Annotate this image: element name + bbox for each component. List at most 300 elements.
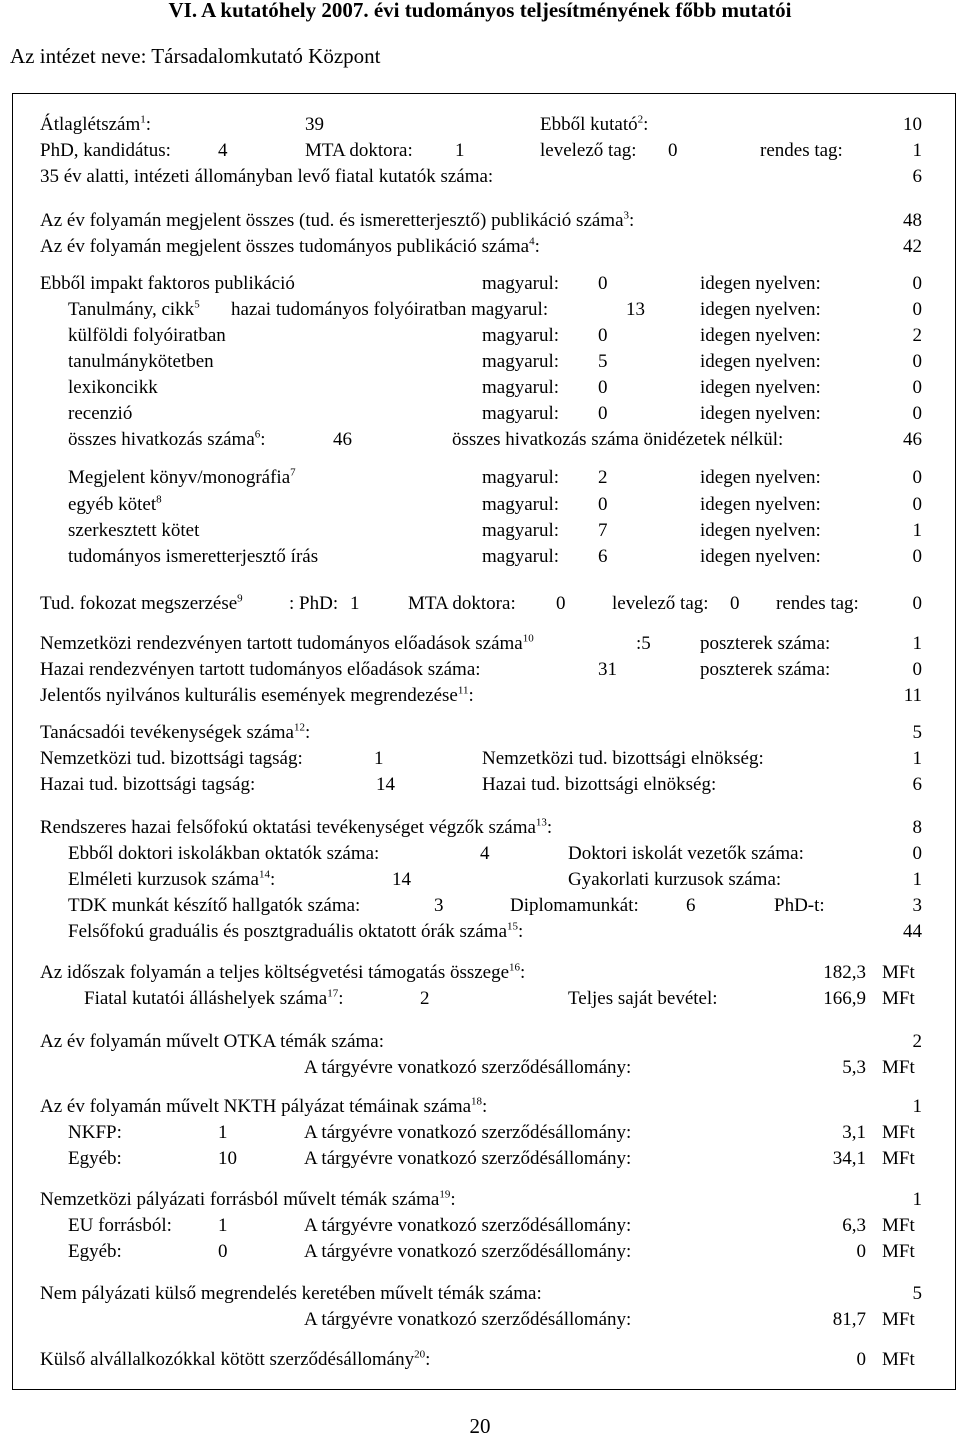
teaching-tdk-label	[68, 895, 360, 917]
intl-grants-eu-text: 1	[218, 1215, 228, 1236]
teaching-theory-label: Elméleti kurzusok száma$^{14}$:	[68, 868, 276, 890]
otka-contract-label	[304, 1122, 631, 1144]
budget-young-label: Fiatal kutatói álláshelyek száma$^{17}$:	[84, 987, 344, 1009]
degrees-mta	[556, 593, 566, 615]
publications-foreign-label-text: idegen nyelven:	[700, 299, 821, 320]
budget-own-label	[568, 988, 718, 1010]
publications-lexicon-label-text: lexikoncikk	[68, 377, 158, 398]
footnote-marker: 19	[439, 1188, 451, 1201]
publications-lexicon-foreign	[913, 377, 923, 399]
budget-own-label-text: Teljes saját bevétel:	[568, 988, 718, 1009]
teaching-theory	[392, 869, 411, 891]
events-intl-poster-text: 1	[912, 633, 922, 654]
advisory-intl-member-text: 1	[374, 748, 384, 769]
publications-study-hu	[626, 299, 645, 321]
intl-grants-label: Nemzetközi pályázati forrásból művelt témák száma$^{19}$:	[40, 1188, 456, 1210]
teaching-hours-text: 44	[903, 921, 922, 942]
teaching-doctoral-label	[68, 843, 379, 865]
publications-other-hu	[598, 494, 608, 516]
publications-book-hu	[598, 467, 608, 489]
budget-unit-text: MFt	[882, 1148, 915, 1169]
events-home-poster-label	[700, 659, 830, 681]
publications-foreign-label-text: idegen nyelven:	[700, 273, 821, 294]
publications-total-value-text: 48	[903, 210, 922, 231]
degrees-phd-label	[289, 593, 338, 615]
publications-lexicon-hu-text: 0	[598, 377, 608, 398]
nkth-nkfp-label-text: NKFP:	[68, 1122, 122, 1143]
publications-foreign-label-text: idegen nyelven:	[700, 351, 821, 372]
staff-mta-doc-label	[305, 140, 413, 162]
otka-contract-text: 5,3	[842, 1057, 866, 1078]
nkth-nkfp-contract-text: 3,1	[842, 1122, 866, 1143]
advisory-home-member	[376, 774, 395, 796]
page-number: 20	[469, 1414, 491, 1438]
budget-own-text: 166,9	[823, 988, 866, 1009]
publications-hu-label-text: magyarul:	[482, 520, 560, 541]
budget-unit-text: MFt	[882, 1122, 915, 1143]
events-intl-value-text: :5	[636, 633, 651, 654]
intl-grants-eu-contract	[842, 1215, 866, 1237]
publications-foreign-label	[700, 325, 821, 347]
publications-abroad-label-text: külföldi folyóiratban	[68, 325, 226, 346]
institute-name: Az intézet neve: Társadalomkutató Központ	[10, 44, 381, 68]
budget-unit-text: MFt	[882, 1241, 915, 1262]
events-intl-poster	[913, 633, 923, 655]
publications-impact-foreign	[913, 273, 923, 295]
publications-foreign-label	[700, 351, 821, 373]
teaching-diploma-text: 6	[686, 895, 696, 916]
publications-hu-label-text: magyarul:	[482, 377, 560, 398]
publications-foreign-label-text: idegen nyelven:	[700, 546, 821, 567]
budget-young	[420, 988, 430, 1010]
teaching-diploma-label	[510, 895, 639, 917]
staff-researcher-value	[903, 114, 922, 136]
footnote-marker: 13	[535, 816, 547, 829]
publications-study-foreign	[913, 299, 923, 321]
staff-phd-label	[40, 140, 171, 162]
otka-contract-label-text: A tárgyévre vonatkozó szerződésállomány:	[304, 1309, 632, 1330]
intl-grants-value-text: 1	[912, 1189, 922, 1210]
staff-full-label	[760, 140, 843, 162]
staff-young-label	[40, 166, 493, 188]
staff-researcher-label-text: Ebből kutató	[540, 114, 638, 135]
publications-other-label	[68, 494, 162, 516]
footnote-marker: 17	[327, 987, 339, 1000]
nkth-other-label	[68, 1148, 122, 1170]
advisory-home-chair-text: 6	[912, 774, 922, 795]
publications-cit-label-text: összes hivatkozás száma	[68, 429, 255, 450]
degrees-corr-label	[612, 593, 709, 615]
degrees-full	[913, 593, 923, 615]
degrees-corr	[730, 593, 740, 615]
subcontract-label-text: Külső alvállalkozókkal kötött szerződésállomány	[40, 1349, 415, 1370]
publications-edited-hu	[598, 520, 608, 542]
publications-foreign-label-text: idegen nyelven:	[700, 325, 821, 346]
budget-unit-text: MFt	[882, 1057, 915, 1078]
publications-edited-foreign-text: 1	[912, 520, 922, 541]
teaching-doctoral	[480, 843, 490, 865]
teaching-practice-text: 1	[912, 869, 922, 890]
publications-abroad-foreign-text: 2	[912, 325, 922, 346]
teaching-phd-label	[774, 895, 825, 917]
staff-corr-label	[540, 140, 637, 162]
publications-volume-label	[68, 351, 214, 373]
degrees-corr-label-text: levelező tag:	[612, 593, 709, 614]
non-grant-contract	[833, 1309, 866, 1331]
otka-contract-label-text: A tárgyévre vonatkozó szerződésállomány:	[304, 1122, 632, 1143]
events-intl-label	[40, 633, 534, 655]
non-grant-value	[913, 1283, 923, 1305]
advisory-value	[913, 722, 923, 744]
publications-volume-hu	[598, 351, 608, 373]
publications-hu-label	[482, 520, 559, 542]
staff-phd-label-text: PhD, kandidátus:	[40, 140, 171, 161]
staff-researcher-label: Ebből kutató$^2$:	[540, 113, 649, 135]
publications-hu-label	[482, 377, 559, 399]
nkth-other-contract	[833, 1148, 866, 1170]
events-home-label-text: Hazai rendezvényen tartott tudományos előadások száma:	[40, 659, 481, 680]
teaching-phd-text: 3	[912, 895, 922, 916]
publications-study-label-a	[68, 299, 200, 321]
degrees-phd-text: 1	[350, 593, 360, 614]
staff-phd-value-text: 4	[218, 140, 228, 161]
nkth-value	[913, 1096, 923, 1118]
degrees-full-label-text: rendes tag:	[776, 593, 859, 614]
publications-volume-hu-text: 5	[598, 351, 608, 372]
degrees-phd	[350, 593, 360, 615]
staff-avg-value-text: 39	[305, 114, 324, 135]
subcontract-value-text: 0	[856, 1349, 866, 1370]
publications-popular-foreign	[913, 546, 923, 568]
publications-volume-foreign	[913, 351, 923, 373]
footnote-marker: 7	[290, 466, 296, 479]
intl-grants-eu	[218, 1215, 228, 1237]
footnote-marker: 1	[140, 113, 146, 126]
advisory-intl-member	[374, 748, 384, 770]
publications-other-label-text: egyéb kötet	[68, 494, 157, 515]
publications-study-label-a-text: Tanulmány, cikk	[68, 299, 195, 320]
advisory-home-member-text: 14	[376, 774, 395, 795]
budget-unit-text: MFt	[882, 1349, 915, 1370]
publications-foreign-label-text: idegen nyelven:	[700, 403, 821, 424]
degrees-label-text: Tud. fokozat megszerzése	[40, 593, 238, 614]
teaching-practice-label	[568, 869, 781, 891]
publications-sci-label-text: Az év folyamán megjelent összes tudományos publikáció száma	[40, 236, 530, 257]
teaching-school-leader-label-text: Doktori iskolát vezetők száma:	[568, 843, 804, 864]
publications-foreign-label-text: idegen nyelven:	[700, 520, 821, 541]
staff-full-value-text: 1	[912, 140, 922, 161]
publications-impact-label	[40, 273, 295, 295]
otka-contract-label	[304, 1215, 631, 1237]
teaching-diploma-label-text: Diplomamunkát:	[510, 895, 639, 916]
budget-unit	[882, 962, 915, 984]
teaching-school-leader	[913, 843, 923, 865]
otka-contract-label	[304, 1309, 631, 1331]
page-title: VI. A kutatóhely 2007. évi tudományos teljesítményének főbb mutatói	[168, 0, 792, 22]
subcontract-value	[857, 1349, 867, 1371]
budget-total-label: Az időszak folyamán a teljes költségvetési támogatás összege$^{16}$:	[40, 961, 526, 983]
intl-grants-value	[913, 1189, 923, 1211]
nkth-other-contract-text: 34,1	[832, 1148, 866, 1169]
footnote-marker: 14	[259, 868, 270, 881]
staff-avg-value	[305, 114, 324, 136]
teaching-phd	[913, 895, 923, 917]
publications-foreign-label	[700, 299, 821, 321]
publications-cit-noself-label	[452, 429, 783, 451]
publications-foreign-label	[700, 377, 821, 399]
publications-cit-noself-value-text: 46	[903, 429, 922, 450]
footnote-marker: 10	[522, 632, 534, 645]
budget-unit-text: MFt	[882, 988, 915, 1009]
publications-book-label	[68, 467, 296, 489]
teaching-label: Rendszeres hazai felsőfokú oktatási tevékenységet végzők száma$^{13}$:	[40, 816, 553, 838]
footnote-marker: 3	[623, 209, 630, 222]
publications-edited-hu-text: 7	[598, 520, 608, 541]
publications-review-foreign-text: 0	[912, 403, 922, 424]
publications-volume-foreign-text: 0	[912, 351, 922, 372]
publications-hu-label-text: magyarul:	[482, 494, 560, 515]
publications-lexicon-foreign-text: 0	[912, 377, 922, 398]
publications-cit-label: összes hivatkozás száma$^6$:	[68, 428, 266, 450]
teaching-practice	[913, 869, 923, 891]
events-intl-poster-label	[700, 633, 830, 655]
publications-impact-label-text: Ebből impakt faktoros publikáció	[40, 273, 295, 294]
footnote-marker: 20	[414, 1348, 426, 1361]
footnote-marker: 4	[529, 235, 535, 248]
advisory-intl-chair	[913, 748, 923, 770]
publications-book-label-text: Megjelent könyv/monográfia	[68, 467, 291, 488]
otka-contract-label-text: A tárgyévre vonatkozó szerződésállomány:	[304, 1215, 632, 1236]
teaching-practice-label-text: Gyakorlati kurzusok száma:	[568, 869, 782, 890]
budget-unit	[882, 1122, 915, 1144]
publications-review-hu	[598, 403, 608, 425]
staff-young-label-text: 35 év alatti, intézeti állományban levő fiatal kutatók száma:	[40, 166, 494, 187]
budget-young-text: 2	[420, 988, 430, 1009]
publications-total-label: Az év folyamán megjelent összes (tud. és ismeretterjesztő) publikáció száma$^3$:	[40, 209, 635, 231]
teaching-hours-label-text: Felsőfokú graduális és posztgraduális oktatott órák száma	[68, 921, 508, 942]
publications-sci-value-text: 42	[903, 236, 922, 257]
events-intl-value	[636, 633, 651, 655]
publications-other-foreign-text: 0	[912, 494, 922, 515]
intl-grants-label-text: Nemzetközi pályázati forrásból művelt témák száma	[40, 1189, 440, 1210]
teaching-value	[913, 817, 923, 839]
advisory-intl-chair-text: 1	[912, 748, 922, 769]
staff-corr-value	[668, 140, 678, 162]
staff-corr-label-text: levelező tag:	[540, 140, 637, 161]
budget-unit-text: MFt	[882, 962, 915, 983]
events-intl-label-text: Nemzetközi rendezvényen tartott tudományos előadások száma	[40, 633, 523, 654]
otka-contract-label	[304, 1057, 631, 1079]
otka-label-text: Az év folyamán művelt OTKA témák száma:	[40, 1031, 385, 1052]
publications-book-foreign-text: 0	[912, 467, 922, 488]
publications-hu-label-text: magyarul:	[482, 546, 560, 567]
publications-book-hu-text: 2	[598, 467, 608, 488]
publications-abroad-label	[68, 325, 226, 347]
intl-grants-eu-label	[68, 1215, 172, 1237]
nkth-label-text: Az év folyamán művelt NKTH pályázat témáinak száma	[40, 1096, 472, 1117]
publications-study-label-b-text: hazai tudományos folyóiratban magyarul:	[231, 299, 549, 320]
nkth-other	[218, 1148, 237, 1170]
publications-study-hu-text: 13	[626, 299, 645, 320]
nkth-nkfp-label	[68, 1122, 122, 1144]
publications-foreign-label	[700, 403, 821, 425]
events-home-label	[40, 659, 481, 681]
staff-phd-value	[218, 140, 228, 162]
advisory-intl-member-label	[40, 748, 303, 770]
degrees-mta-label	[408, 593, 516, 615]
otka-value	[913, 1031, 923, 1053]
publications-hu-label	[482, 351, 559, 373]
staff-researcher-value-text: 10	[903, 114, 922, 135]
intl-grants-other-text: 0	[218, 1241, 228, 1262]
otka-contract-label	[304, 1148, 631, 1170]
advisory-home-chair	[913, 774, 923, 796]
teaching-diploma	[686, 895, 696, 917]
publications-sci-label: Az év folyamán megjelent összes tudományos publikáció száma$^4$:	[40, 235, 540, 257]
advisory-value-text: 5	[912, 722, 922, 743]
events-culture-value	[904, 685, 922, 707]
teaching-theory-text: 14	[392, 869, 411, 890]
budget-unit	[882, 1309, 915, 1331]
publications-hu-label	[482, 494, 559, 516]
intl-grants-other	[218, 1241, 228, 1263]
advisory-home-chair-label-text: Hazai tud. bizottsági elnökség:	[482, 774, 717, 795]
budget-unit	[882, 1057, 915, 1079]
publications-foreign-label-text: idegen nyelven:	[700, 467, 821, 488]
budget-unit	[882, 1241, 915, 1263]
teaching-value-text: 8	[912, 817, 922, 838]
budget-total	[823, 962, 866, 984]
publications-hu-label-text: magyarul:	[482, 467, 560, 488]
staff-avg-label: Átlaglétszám$^1$:	[40, 113, 152, 135]
publications-cit-value-text: 46	[333, 429, 352, 450]
events-home-poster	[913, 659, 923, 681]
staff-avg-label-text: Átlaglétszám	[40, 114, 141, 135]
footnote-marker: 15	[507, 920, 519, 933]
staff-young-value	[913, 166, 923, 188]
nkth-label: Az év folyamán művelt NKTH pályázat témáinak száma$^{18}$:	[40, 1095, 488, 1117]
events-culture-label: Jelentős nyilvános kulturális események megrendezése$^{11}$:	[40, 684, 474, 706]
publications-study-label-b	[231, 299, 548, 321]
publications-hu-label	[482, 403, 559, 425]
degrees-full-text: 0	[912, 593, 922, 614]
intl-grants-other-contract-text: 0	[856, 1241, 866, 1262]
publications-popular-hu-text: 6	[598, 546, 608, 567]
teaching-doctoral-label-text: Ebből doktori iskolákban oktatók száma:	[68, 843, 380, 864]
teaching-tdk	[434, 895, 444, 917]
intl-grants-other-label	[68, 1241, 122, 1263]
nkth-other-text: 10	[218, 1148, 237, 1169]
degrees-label	[40, 593, 243, 615]
advisory-home-member-label	[40, 774, 255, 796]
publications-hu-label-text: magyarul:	[482, 403, 560, 424]
footnote-marker: 2	[637, 113, 644, 126]
publications-volume-label-text: tanulmánykötetben	[68, 351, 214, 372]
budget-total-text: 182,3	[823, 962, 866, 983]
intl-grants-other-label-text: Egyéb:	[68, 1241, 122, 1262]
staff-mta-doc-value	[455, 140, 465, 162]
publications-foreign-label-text: idegen nyelven:	[700, 494, 821, 515]
events-culture-value-text: 11	[903, 685, 922, 706]
events-home-value-text: 31	[598, 659, 617, 680]
publications-lexicon-hu	[598, 377, 608, 399]
publications-foreign-label-text: idegen nyelven:	[700, 377, 821, 398]
teaching-phd-label-text: PhD-t:	[774, 895, 825, 916]
publications-cit-noself-value	[903, 429, 922, 451]
publications-hu-label	[482, 467, 559, 489]
advisory-intl-chair-label-text: Nemzetközi tud. bizottsági elnökség:	[482, 748, 764, 769]
events-home-poster-label-text: poszterek száma:	[700, 659, 831, 680]
otka-value-text: 2	[912, 1031, 922, 1052]
advisory-label: Tanácsadói tevékenységek száma$^{12}$:	[40, 721, 311, 743]
publications-impact-hu-text: 0	[598, 273, 608, 294]
intl-grants-other-contract	[857, 1241, 867, 1263]
publications-hu-label	[482, 546, 559, 568]
budget-unit	[882, 988, 915, 1010]
publications-lexicon-label	[68, 377, 158, 399]
teaching-school-leader-label	[568, 843, 804, 865]
publications-book-foreign	[913, 467, 923, 489]
footnote-marker: 8	[156, 493, 162, 506]
degrees-corr-text: 0	[730, 593, 740, 614]
teaching-school-leader-text: 0	[912, 843, 922, 864]
publications-review-label-text: recenzió	[68, 403, 133, 424]
footnote-marker: 18	[471, 1095, 483, 1108]
budget-young-label-text: Fiatal kutatói álláshelyek száma	[84, 988, 328, 1009]
publications-abroad-hu-text: 0	[598, 325, 608, 346]
publications-other-foreign	[913, 494, 923, 516]
non-grant-label	[40, 1283, 542, 1305]
publications-popular-label	[68, 546, 318, 568]
intl-grants-eu-label-text: EU forrásból:	[68, 1215, 172, 1236]
nkth-value-text: 1	[912, 1096, 922, 1117]
teaching-doctoral-text: 4	[480, 843, 490, 864]
otka-contract-label-text: A tárgyévre vonatkozó szerződésállomány:	[304, 1148, 632, 1169]
publications-popular-foreign-text: 0	[912, 546, 922, 567]
publications-edited-label-text: szerkesztett kötet	[68, 520, 200, 541]
publications-impact-hu	[598, 273, 608, 295]
otka-contract-label-text: A tárgyévre vonatkozó szerződésállomány:	[304, 1057, 632, 1078]
publications-foreign-label	[700, 273, 821, 295]
advisory-home-chair-label	[482, 774, 716, 796]
teaching-tdk-label-text: TDK munkát készítő hallgatók száma:	[68, 895, 361, 916]
degrees-full-label	[776, 593, 859, 615]
budget-unit	[882, 1349, 915, 1371]
staff-mta-doc-label-text: MTA doktora:	[305, 140, 413, 161]
publications-abroad-hu	[598, 325, 608, 347]
staff-mta-doc-value-text: 1	[455, 140, 465, 161]
publications-total-label-text: Az év folyamán megjelent összes (tud. és ismeretterjesztő) publikáció száma	[40, 210, 624, 231]
events-intl-poster-label-text: poszterek száma:	[700, 633, 831, 654]
publications-review-label	[68, 403, 132, 425]
non-grant-value-text: 5	[912, 1283, 922, 1304]
publications-hu-label-text: magyarul:	[482, 325, 560, 346]
publications-impact-foreign-text: 0	[912, 273, 922, 294]
otka-contract-label-text: A tárgyévre vonatkozó szerződésállomány:	[304, 1241, 632, 1262]
events-home-value	[598, 659, 617, 681]
publications-hu-label	[482, 273, 559, 295]
staff-corr-value-text: 0	[668, 140, 678, 161]
degrees-phd-label-text: : PhD:	[289, 593, 339, 614]
publications-review-foreign	[913, 403, 923, 425]
publications-edited-label	[68, 520, 199, 542]
advisory-label-text: Tanácsadói tevékenységek száma	[40, 722, 294, 743]
footnote-marker: 5	[194, 298, 200, 311]
publications-foreign-label	[700, 467, 821, 489]
publications-foreign-label	[700, 546, 821, 568]
publications-foreign-label	[700, 494, 821, 516]
non-grant-label-text: Nem pályázati külső megrendelés keretében művelt témák száma:	[40, 1283, 542, 1304]
